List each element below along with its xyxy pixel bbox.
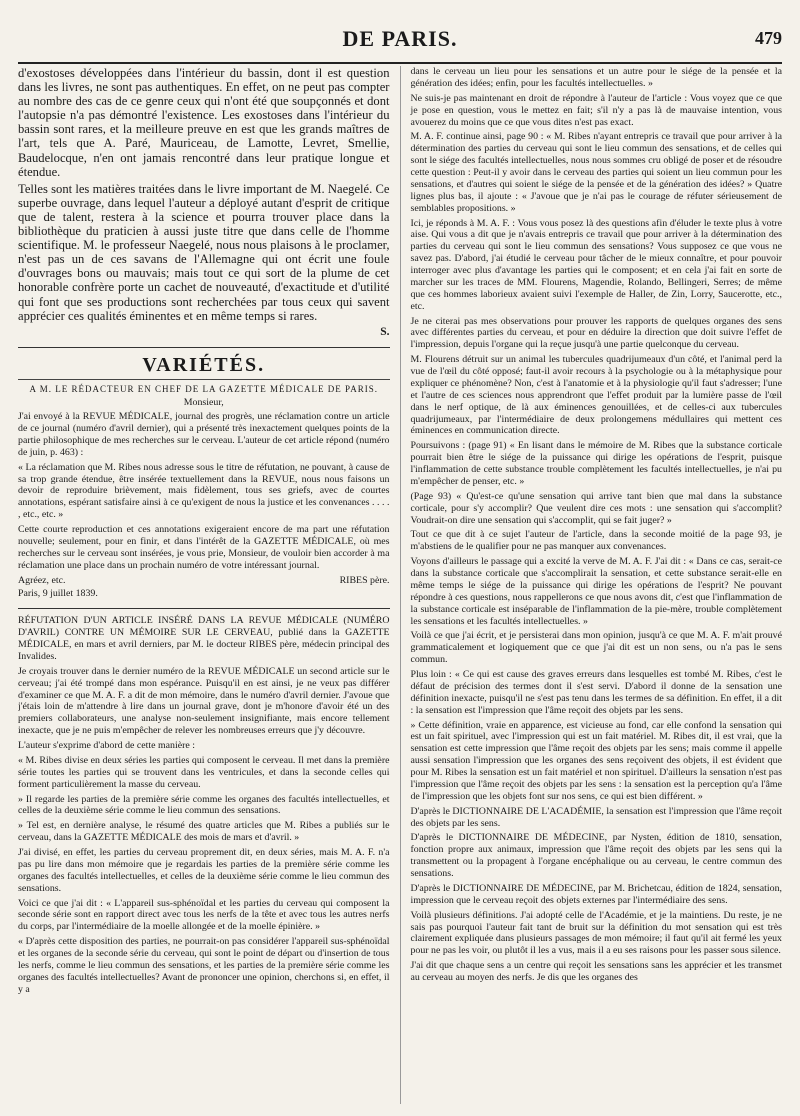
intro-paragraph: d'exostoses développées dans l'intérieur du bassin, dont il est question dans les livres, ne sont pas authentiques. En effet, on ne peut pas compter au nombre des cas de ce genre ceux qui n'ont été que soupçonnés et dont l'autopsie n'a pas démontré l'existence. Les exostoses dans l'intérieur du bassin sont rares, et la meilleure preuve en est que les grands maîtres de l'art, tels que A. Paré, Mauriceau, de Lamotte, Levret, Smellie, Baudelocque, n'en ont jamais rencontré dans leur pratique longue et étendue.: [18, 66, 390, 179]
closing-right: RIBES père.: [339, 574, 390, 586]
right-paragraph: Voilà plusieurs définitions. J'ai adopté celle de l'Académie, et je la maintiens. Du reste, je ne sais pas pourquoi l'auteur fait tant de bruit sur la définition du mot sensation qui est très clairement expliquée dans plusieurs passages de mon mémoire; il faut qu'il ait fermé les yeux pour ne pas les voir, ou plutôt il les a vus, mais il a eu ses raisons pour les passer sous silence.: [410, 909, 782, 957]
left-column: [18, 66, 390, 1104]
right-paragraph: M. A. F. continue ainsi, page 90 : « M. Ribes n'ayant entrepris ce travail que pour arriver à la détermination des parties du cerveau qui sont le lieu commun des sensations, et de celles qui sont le siége des facultés intellectuelles, nous nous sommes cru obligé de poser et de résoudre cette question : Peut-il y avoir dans le cerveau des parties qui soient un lieu commun pour les sensations, et d'autres qui soient le siége de la pensée et de la génération des idées? » Quatre lignes plus bas, il ajoute : « J'avoue que je n'ai pas le courage de réfuter sérieusement de semblables propositions. »: [410, 131, 782, 214]
intro-signature: S.: [380, 325, 390, 338]
body-paragraph: Je croyais trouver dans le dernier numéro de la REVUE MÉDICALE un second article sur le cerveau; j'ai été trompé dans mon espérance. Puisqu'il en est ainsi, je ne veux pas différer d'examiner ce que M. A. F. a dit de mon mémoire, dans le numéro d'avril dernier. J'avoue que j'étais loin de m'attendre à lire dans un journal grave, dont je m'honore d'avoir été un des premiers collaborateurs, une analyse non-seulement insignifiante, mais encore tellement inexacte, que je ne puis m'empêcher de relever les nombreuses erreurs que j'y découvre.: [18, 665, 390, 737]
body-paragraph: » Tel est, en dernière analyse, le résumé des quatre articles que M. Ribes a publiés sur le cerveau, dans la GAZETTE MÉDICALE des mois de mars et d'avril. »: [18, 820, 390, 844]
right-paragraph: Ne suis-je pas maintenant en droit de répondre à l'auteur de l'article : Vous voyez que ce que je pose en question, vous le mettez en fait; s'il n'y a pas là de mauvaise intention, vous avouerez du moins que ce que vous dites n'est pas exact.: [410, 92, 782, 128]
refutation-title: RÉFUTATION D'UN ARTICLE INSÉRÉ DANS LA REVUE MÉDICALE (NUMÉRO D'AVRIL) CONTRE UN MÉMOIRE SUR LE CERVEAU, publié dans la GAZETTE MÉDICALE, en mars et avril derniers, par M. le docteur RIBES père, médecin principal des Invalides.: [18, 615, 390, 662]
body-paragraph: « M. Ribes divise en deux séries les parties qui composent le cerveau. Il met dans la première série toutes les parties qui se trouvent dans les ventricules, et dans la seconde celles qui forment particulièrement la masse du cerveau.: [18, 754, 390, 790]
right-paragraph: (Page 93) « Qu'est-ce qu'une sensation qui arrive tant bien que mal dans la substance corticale, pour s'y accomplir? Que veulent dire ces mots : une sensation qui s'accomplit? Voudrait-on dire une sensation qui s'accomplit, qui se fait juger? »: [410, 490, 782, 526]
right-paragraph: D'après le DICTIONNAIRE DE MÉDECINE, par M. Brichetcau, édition de 1824, sensation, impression que le cerveau reçoit des objets externes par l'intermédiaire des sens.: [410, 882, 782, 906]
section-divider: [18, 347, 390, 348]
right-paragraph: Plus loin : « Ce qui est cause des graves erreurs dans lesquelles est tombé M. Ribes, c'est le défaut de précision des termes dont il s'est servi. D'abord il donne de la sensation une définition inexacte, puisqu'il ne s'est pas tenu dans les termes de sa définition. En effet, il a dit : la sensation est l'impression que l'âme reçoit des objets par les sens.: [410, 669, 782, 716]
date-line: Paris, 9 juillet 1839.: [18, 588, 98, 600]
right-paragraph: M. Flourens détruit sur un animal les tubercules quadrijumeaux d'un côté, et l'animal perd la vue de l'œil du côté opposé; faut-il avoir recours à la psychologie ou à la métaphysique pour expliquer ce phénomène? Non, c'est à l'anatomie et à la physiologie qu'il faut s'adresser; l'une et l'autre de ces sciences nous apprendront que l'effet produit par la lumière passe de l'œil dans le nerf optique, de là aux éminences genouillées, et de celles-ci aux tubercules quadrijumeaux, par l'intermédiaire de deux prolongemens médullaires qui mettent ces éminences en communication directe.: [410, 354, 782, 437]
running-title: DE PARIS.: [342, 26, 458, 51]
right-paragraph: D'après le DICTIONNAIRE DE L'ACADÉMIE, la sensation est l'impression que l'âme reçoit des objets par les sens.: [410, 805, 782, 829]
right-paragraph: J'ai dit que chaque sens a un centre qui reçoit les sensations sans les apprécier et les transmet au cerveau au moyen des nerfs. Je dis que les organes des: [410, 960, 782, 983]
right-paragraph: » Cette définition, vraie en apparence, est vicieuse au fond, car elle confond la sensation qui est un fait spirituel, avec l'impression qui est un fait matériel. M. Ribes dit, il est vrai, que la sensation est cette impression que l'âme reçoit des objets par les sens; mais comme il appelle aussi sensation l'impression que les organes des sens reçoivent des objets, il est évident que pour M. Ribes la sensation est un fait matériel et non spirituel. D'ailleurs la sensation n'est pas l'impression que l'âme reçoit des objets par les sens : la sensation est la perception qu'a l'âme de l'impression que les objets font sur nos sens, ce qui est bien différent. »: [410, 719, 782, 802]
page-header: [18, 18, 782, 64]
right-paragraph: Voyons d'ailleurs le passage qui a excité la verve de M. A. F. J'ai dit : « Dans ce cas, serait-ce dans la substance corticale que s'accomplirait la sensation, et cette substance serait-elle en même temps le siége de la puissance qui dirige les opérations de l'esprit? Ne pouvant répondre à ces questions, nous rappellerons ce que nous avons dit, c'est que l'inflammation de la substance corticale est inséparable de l'inflammation de la pie-mère, trouble complètement les sensations et les facultés intellectuelles. »: [410, 556, 782, 627]
address-line: A M. LE RÉDACTEUR EN CHEF DE LA GAZETTE MÉDICALE DE PARIS.: [29, 384, 378, 395]
right-paragraph: Ici, je réponds à M. A. F. : Vous vous posez là des questions afin d'éluder le texte plus à votre aise. Qui vous a dit que je n'avais entrepris ce travail que pour arriver à la détermination des parties du cerveau qui sont le lieu commun des sensations? Vous supposez ce que vous ne savez pas. D'abord, j'ai étudié le cerveau pour tâcher de le mieux connaître, et pour pouvoir interroger avec plus d'avantage les parties qui le composent; et en cela j'ai fait en sorte de marcher sur les traces de MM. Flourens, Magendie, Rolando, Bellingeri, Serres; de même que ces hommes laborieux avaient suivi l'exemple de Haller, de Zin, Lorry, Saucerotte, etc., etc.: [410, 217, 782, 312]
section-title: VARIÉTÉS.: [18, 354, 390, 380]
right-paragraph: dans le cerveau un lieu pour les sensations et un autre pour le siége de la pensée et la génération des idées; enfin, pour les facultés intellectuelles. »: [410, 66, 782, 89]
closing-line: [18, 575, 390, 587]
letter-paragraph: « La réclamation que M. Ribes nous adresse sous le titre de réfutation, ne pouvant, à cause de sa trop grande étendue, être insérée textuellement dans la REVUE, nous nous faisons un devoir de reproduire brièvement, mais fidèlement, tous ses griefs, avec de courtes annotations, espérant satisfaire ainsi à ce qu'exigent de nous la justice et les convenances . . . . , etc., etc. »: [18, 461, 390, 521]
column-divider: [400, 66, 401, 1104]
right-paragraph: Voilà ce que j'ai écrit, et je persisterai dans mon opinion, jusqu'à ce que M. A. F. m'ait prouvé grammaticalement et logiquement que ce que j'ai dit est un non sens, ou n'a pas le sens commun.: [410, 630, 782, 666]
right-paragraph: Je ne citerai pas mes observations pour prouver les rapports de quelques organes des sens avec différentes parties du cerveau, et pour en déduire la direction que doit suivre l'effet de l'impression, depuis l'organe qui la reçue jusqu'à une partie quelconque du cerveau.: [410, 315, 782, 351]
closing-left: Agréez, etc.: [18, 574, 66, 586]
intro-paragraph: Telles sont les matières traitées dans le livre important de M. Naegelé. Ce superbe ouvrage, dans lequel l'auteur a déployé autant d'esprit de critique que de talent, restera à la science et pourra trouver place dans la bibliothèque du praticien à aussi juste titre que dans celle de l'homme scientifique. M. le professeur Naegelé, nous nous plaisons à le proclamer, n'est pas un de ces savans de l'Allemagne qui ont écrit une foule d'ouvrages bons ou mauvais; mais tout ce qui sort de la plume de cet honorable confrère porte un cachet de nouveauté, d'exactitude et d'utilité qui font que ses productions sont recherchées par tous ceux qui savent apprécier ces qualités éminentes et en même temps si rares.: [18, 181, 390, 323]
right-paragraph: Tout ce que dit à ce sujet l'auteur de l'article, dans la seconde moitié de la page 93, je m'abstiens de le qualifier pour ne pas manquer aux convenances.: [410, 529, 782, 553]
body-paragraph: » Il regarde les parties de la première série comme les organes des facultés intellectuelles, et celles de la deuxième série comme le lieu commun des sensations.: [18, 793, 390, 817]
body-paragraph: Voici ce que j'ai dit : « L'appareil sus-sphénoïdal et les parties du cerveau qui composent la seconde série sont en rapport direct avec tous les nerfs de la tête et avec tous les autres nerfs du corps, par l'intermédiaire de la moelle allongée et de la moelle épinière. »: [18, 897, 390, 933]
body-paragraph: « D'après cette disposition des parties, ne pourrait-on pas considérer l'appareil sus-sphénoïdal et les organes de la seconde série du cerveau, qui sont le point de départ ou d'insertion de tous les nerfs, comme le lieu commun des sensations, et les parties de la première série comme les organes des facultés intellectuelles? Avant de prononcer une opinion, cherchons si, en effet, il y a: [18, 936, 390, 995]
two-column-layout: [18, 66, 782, 1104]
right-paragraph: D'après le DICTIONNAIRE DE MÉDECINE, par Nysten, édition de 1810, sensation, fonction propre aux animaux, impression que l'âme reçoit des objets par les sens qui la transmettent ou la propagent à l'organe encéphalique ou au cerveau, le centre commun des sensations.: [410, 832, 782, 879]
page-number: 479: [755, 28, 782, 48]
letter-paragraph: Cette courte reproduction et ces annotations exigeraient encore de ma part une réfutation nouvelle; seulement, pour en finir, et dans l'intérêt de la GAZETTE MÉDICALE, où mes recherches sur le cerveau sont insérées, je vous prie, Monsieur, de vouloir bien accorder à ma réclamation une place dans un prochain numéro de votre intéressant journal.: [18, 524, 390, 571]
body-paragraph: J'ai divisé, en effet, les parties du cerveau proprement dit, en deux séries, mais M. A. F. n'a pas pu lire dans mon mémoire que je regardais les parties de la première série comme les organes des facultés intellectuelles, et celles de la deuxième série comme le lieu commun des sensations.: [18, 847, 390, 894]
body-paragraph: L'auteur s'exprime d'abord de cette manière :: [18, 740, 195, 752]
right-paragraph: Poursuivons : (page 91) « En lisant dans le mémoire de M. Ribes que la substance corticale pourrait bien être le siége de la puissance qui dirige les opérations de l'esprit, puisque l'inflammation de cette substance trouble complètement les facultés intellectuelles, je n'ai pu m'empêcher de penser, etc. »: [410, 440, 782, 487]
salutation: Monsieur,: [183, 397, 224, 409]
right-column: [410, 66, 782, 1104]
letter-paragraph: J'ai envoyé à la REVUE MÉDICALE, journal des progrès, une réclamation contre un article de ce journal (numéro d'avril dernier), qui a présenté très inexactement quelques points de la partie philosophique de mes recherches sur le cerveau. L'auteur de cet article répond (numéro de juin, p. 463) :: [18, 411, 390, 458]
refutation-divider: [18, 608, 390, 609]
